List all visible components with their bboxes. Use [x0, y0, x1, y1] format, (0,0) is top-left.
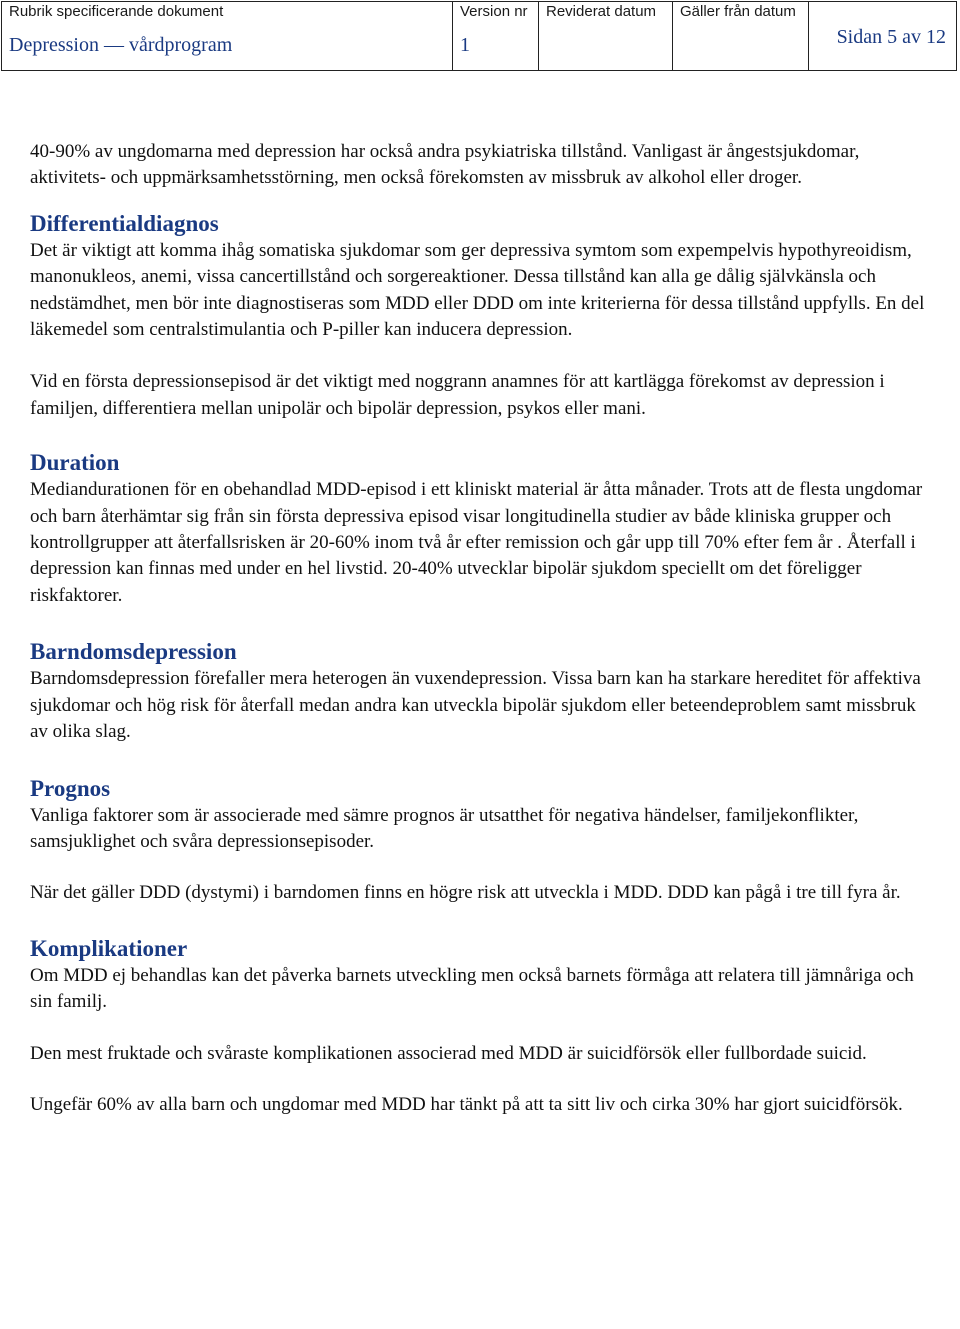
- header-version-label: Version nr: [460, 3, 528, 20]
- heading-komplikationer: Komplikationer: [30, 935, 188, 961]
- heading-barndomsdepression: Barndomsdepression: [30, 639, 237, 665]
- header-version-value: 1: [460, 34, 470, 56]
- heading-duration: Duration: [30, 450, 120, 476]
- header-doc-type-label: Rubrik specificerande dokument: [9, 3, 224, 20]
- header-revised-label: Reviderat datum: [546, 3, 657, 20]
- prognosis-paragraph-1: Vanliga faktorer som är associerade med sämre prognos är utsatthet för negativa händelser, familjekonflikter, samsjuklighet och svåra depressionsepisoder.: [30, 804, 859, 852]
- differential-paragraph-1: Det är viktigt att komma ihåg somatiska sjukdomar som ger depressiva symtom som expempelvis hypothyreoidism, manonukleos, anemi, vissa cancertillstånd och sorgereaktioner. Dessa tillstånd kan alla ge dålig självkänsla och nedstämdhet, men bör inte diagnostiseras som MDD eller DDD om inte kriterierna för dessa tillstånd uppfylls. En del läkemedel som centralstimulantia och P-piller kan inducera depression.: [30, 239, 925, 341]
- intro-paragraph: 40-90% av ungdomarna med depression har också andra psykiatriska tillstånd. Vanligast är ångestsjukdomar, aktivitets- och uppmärksamhetsstörning, men också förekomsten av missbruk av alkohol eller droger.: [30, 141, 860, 189]
- header-valid-from-label: Gäller från datum: [680, 3, 796, 20]
- duration-paragraph: Mediandurationen för en obehandlad MDD-episod i ett kliniskt material är åtta månader. Trots att de flesta ungdomar och barn återhämtar sig från sin första depressiva episod visar longitudinella studier av både kliniska grupper och kontrollgrupper att återfallsrisken är 20-60% inom två år efter remission och går upp till 70% efter fem år . Återfall i depression kan finnas med under en hel livstid. 20-40% utvecklar bipolär sjukdom speciellt om det föreligger riskfaktorer.: [30, 479, 923, 606]
- childhood-paragraph: Barndomsdepression förefaller mera heterogen än vuxendepression. Vissa barn kan ha starkare hereditet för affektiva sjukdomar och hög risk för återfall medan andra kan utveckla bipolär sjukdom eller beteendeproblem samt missbruk av olika slag.: [30, 668, 921, 743]
- header-cell-revised: [538, 2, 672, 70]
- complications-paragraph-1: Om MDD ej behandlas kan det påverka barnets utveckling men också barnets förmåga att relatera till jämnåriga och sin familj.: [30, 964, 914, 1013]
- document-header: [1, 1, 957, 71]
- complications-paragraph-2: Den mest fruktade och svåraste komplikationen associerad med MDD är suicidförsök eller fullbordade suicid.: [30, 1042, 867, 1064]
- heading-differentialdiagnos: Differentialdiagnos: [30, 210, 219, 236]
- complications-paragraph-3: Ungefär 60% av alla barn och ungdomar med MDD har tänkt på att ta sitt liv och cirka 30% har gjort suicidförsök.: [30, 1093, 903, 1115]
- header-cell-version: [452, 2, 538, 70]
- page-indicator: Sidan 5 av 12: [836, 26, 946, 48]
- header-doc-title: Depression — vårdprogram: [9, 34, 233, 56]
- header-cell-page: [808, 2, 956, 70]
- header-cell-valid-from: [672, 2, 808, 70]
- document-body: [30, 139, 930, 1118]
- differential-paragraph-2: Vid en första depressionsepisod är det viktigt med noggrann anamnes för att kartlägga förekomst av depression i familjen, differentiera mellan unipolär och bipolär depression, psykos eller mani.: [30, 371, 885, 419]
- heading-prognos: Prognos: [30, 775, 111, 801]
- prognosis-paragraph-2: När det gäller DDD (dystymi) i barndomen finns en högre risk att utveckla i MDD. DDD kan pågå i tre till fyra år.: [30, 882, 901, 904]
- header-cell-title: [2, 2, 452, 70]
